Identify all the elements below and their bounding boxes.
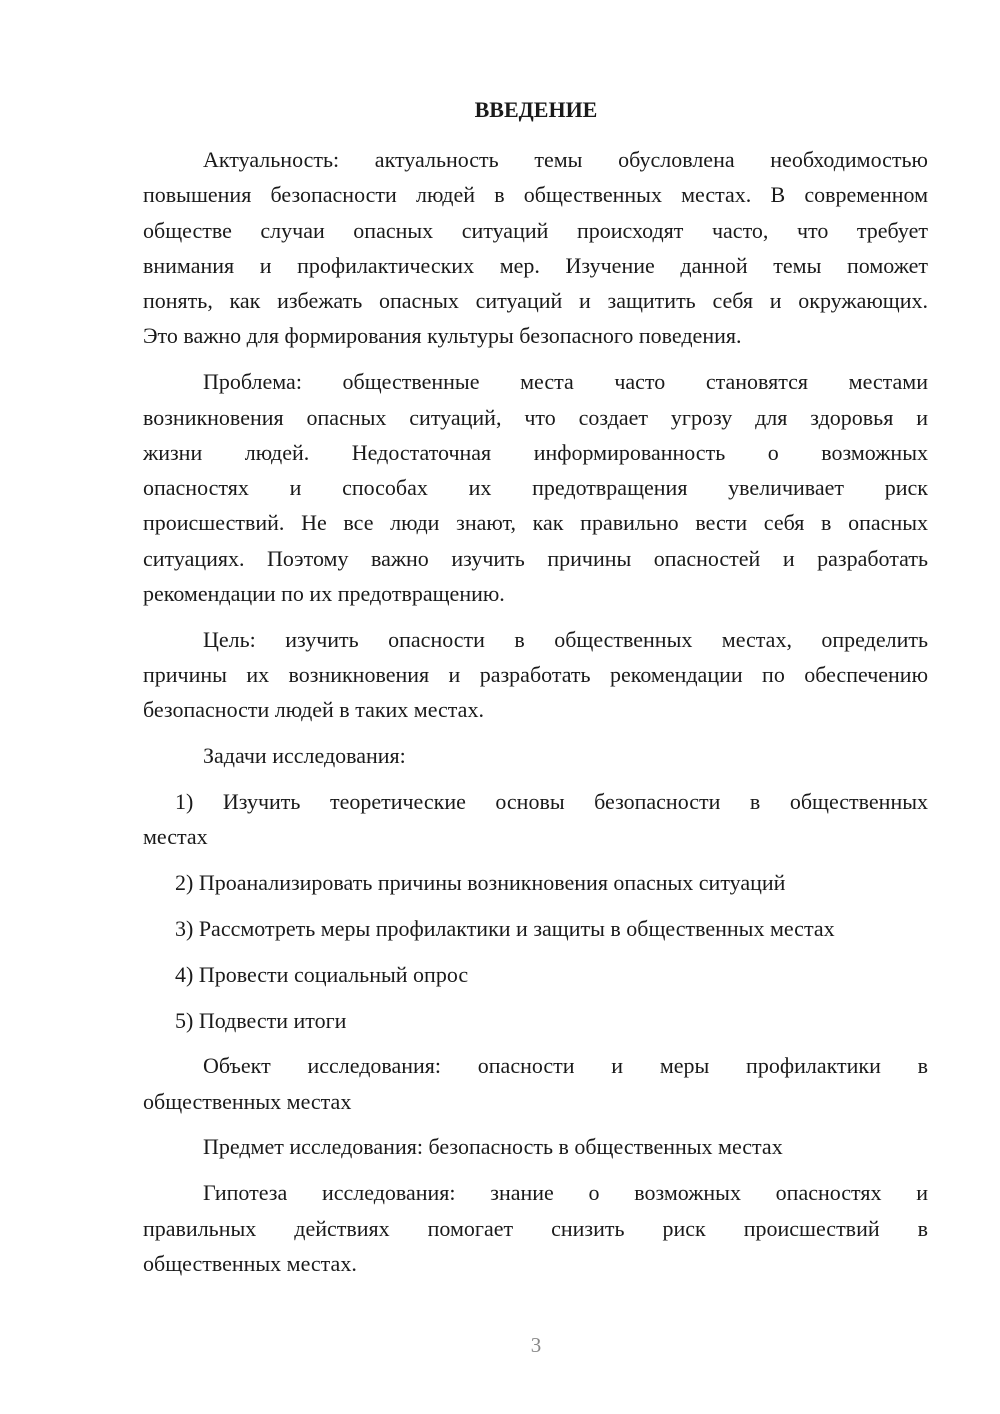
text-line: ситуациях. Поэтому важно изучить причины опасностей и разработать <box>143 545 928 571</box>
text-line: внимания и профилактических мер. Изучение данной темы поможет <box>143 252 928 278</box>
text-line: общественных местах. <box>143 1250 357 1276</box>
text-line: рекомендации по их предотвращению. <box>143 581 505 607</box>
text-line: 1) Изучить теоретические основы безопасности в общественных <box>175 789 928 815</box>
paragraph <box>143 738 928 773</box>
text-line: Проблема: общественные места часто становятся местами <box>203 369 928 395</box>
text-line: Гипотеза исследования: знание о возможных опасностях и <box>203 1180 928 1206</box>
list-item <box>143 865 928 900</box>
text-line: Объект исследования: опасности и меры профилактики в <box>203 1053 928 1079</box>
text-line: общественных местах <box>143 1088 352 1114</box>
paragraph <box>143 1129 928 1164</box>
paragraph <box>143 142 928 354</box>
document-body <box>143 142 928 1292</box>
paragraph <box>143 622 928 728</box>
list-item <box>143 957 928 992</box>
paragraph <box>143 1048 928 1119</box>
text-line: Задачи исследования: <box>203 743 406 769</box>
text-line: понять, как избежать опасных ситуаций и защитить себя и окружающих. <box>143 288 928 314</box>
list-item <box>143 911 928 946</box>
text-line: 5) Подвести итоги <box>175 1007 347 1033</box>
text-line: 2) Проанализировать причины возникновения опасных ситуаций <box>175 870 786 896</box>
text-line: Это важно для формирования культуры безопасного поведения. <box>143 323 742 349</box>
paragraph <box>143 364 928 611</box>
text-line: Актуальность: актуальность темы обусловлена необходимостью <box>203 147 928 172</box>
text-line: 3) Рассмотреть меры профилактики и защиты в общественных местах <box>175 915 835 941</box>
text-line: происшествий. Не все люди знают, как правильно вести себя в опасных <box>143 510 928 536</box>
text-line: опасностях и способах их предотвращения увеличивает риск <box>143 475 928 501</box>
paragraph <box>143 1175 928 1281</box>
text-line: повышения безопасности людей в общественных местах. В современном <box>143 182 928 208</box>
text-line: Цель: изучить опасности в общественных местах, определить <box>203 626 928 652</box>
section-title: ВВЕДЕНИЕ <box>474 97 598 122</box>
text-line: обществе случаи опасных ситуаций происходят часто, что требует <box>143 217 928 243</box>
text-line: Предмет исследования: безопасность в общественных местах <box>203 1134 783 1160</box>
text-line: безопасности людей в таких местах. <box>143 697 484 723</box>
list-item <box>143 784 928 855</box>
text-line: жизни людей. Недостаточная информированность о возможных <box>143 439 928 465</box>
text-line: возникновения опасных ситуаций, что создает угрозу для здоровья и <box>143 404 928 430</box>
page-number: 3 <box>530 1333 542 1357</box>
list-item <box>143 1003 928 1038</box>
text-line: причины их возникновения и разработать рекомендации по обеспечению <box>143 662 928 688</box>
text-line: правильных действиях помогает снизить риск происшествий в <box>143 1215 928 1241</box>
text-line: местах <box>143 824 208 850</box>
text-line: 4) Провести социальный опрос <box>175 961 469 987</box>
